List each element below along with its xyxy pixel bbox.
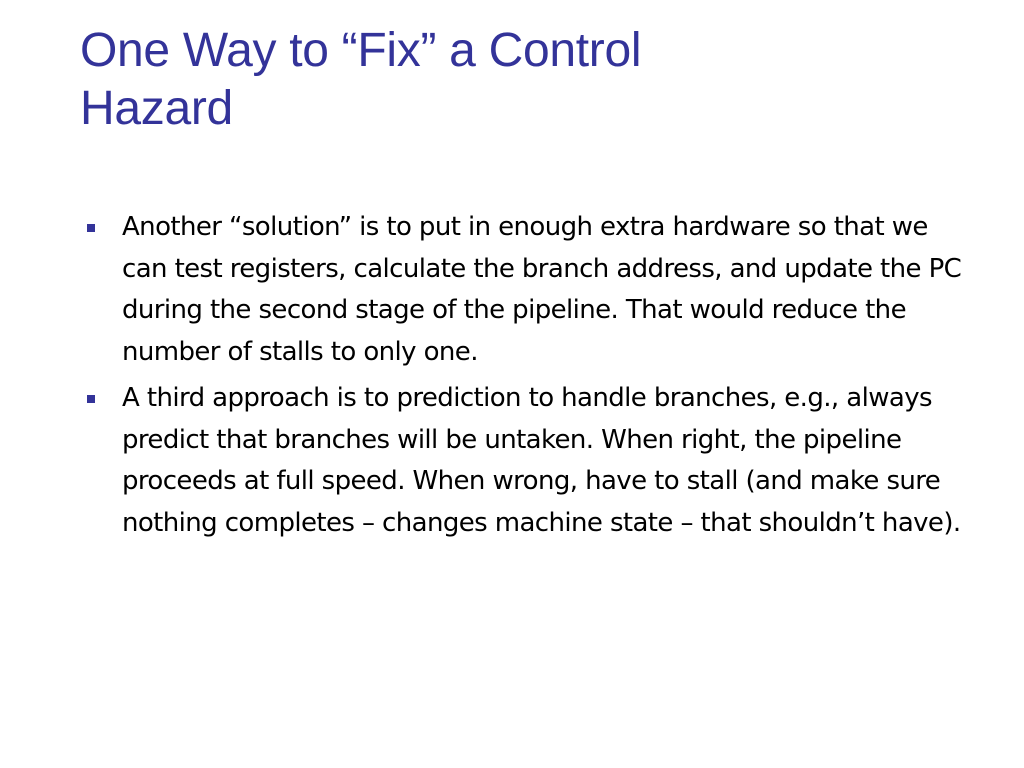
square-bullet-icon [87, 395, 95, 403]
square-bullet-icon [87, 224, 95, 232]
bullet-item-hardware-solution [80, 207, 980, 373]
slide-title [80, 22, 980, 138]
bullet-item-prediction [80, 378, 980, 544]
title-line-1: One Way to “Fix” a Control [80, 24, 642, 77]
bullet-list [80, 207, 980, 549]
bullet-text: A third approach is to prediction to handle branches, e.g., always predict that branches will be untaken. When right, the pipeline proceeds at full speed. When wrong, have to stall (and make sure nothing completes – changes machine state – that shouldn’t have). [122, 383, 961, 538]
title-line-2: Hazard [80, 82, 233, 135]
bullet-text: Another “solution” is to put in enough extra hardware so that we can test registers, calculate the branch address, and update the PC during the second stage of the pipeline. That would reduce the number of stalls to only one. [122, 212, 962, 367]
